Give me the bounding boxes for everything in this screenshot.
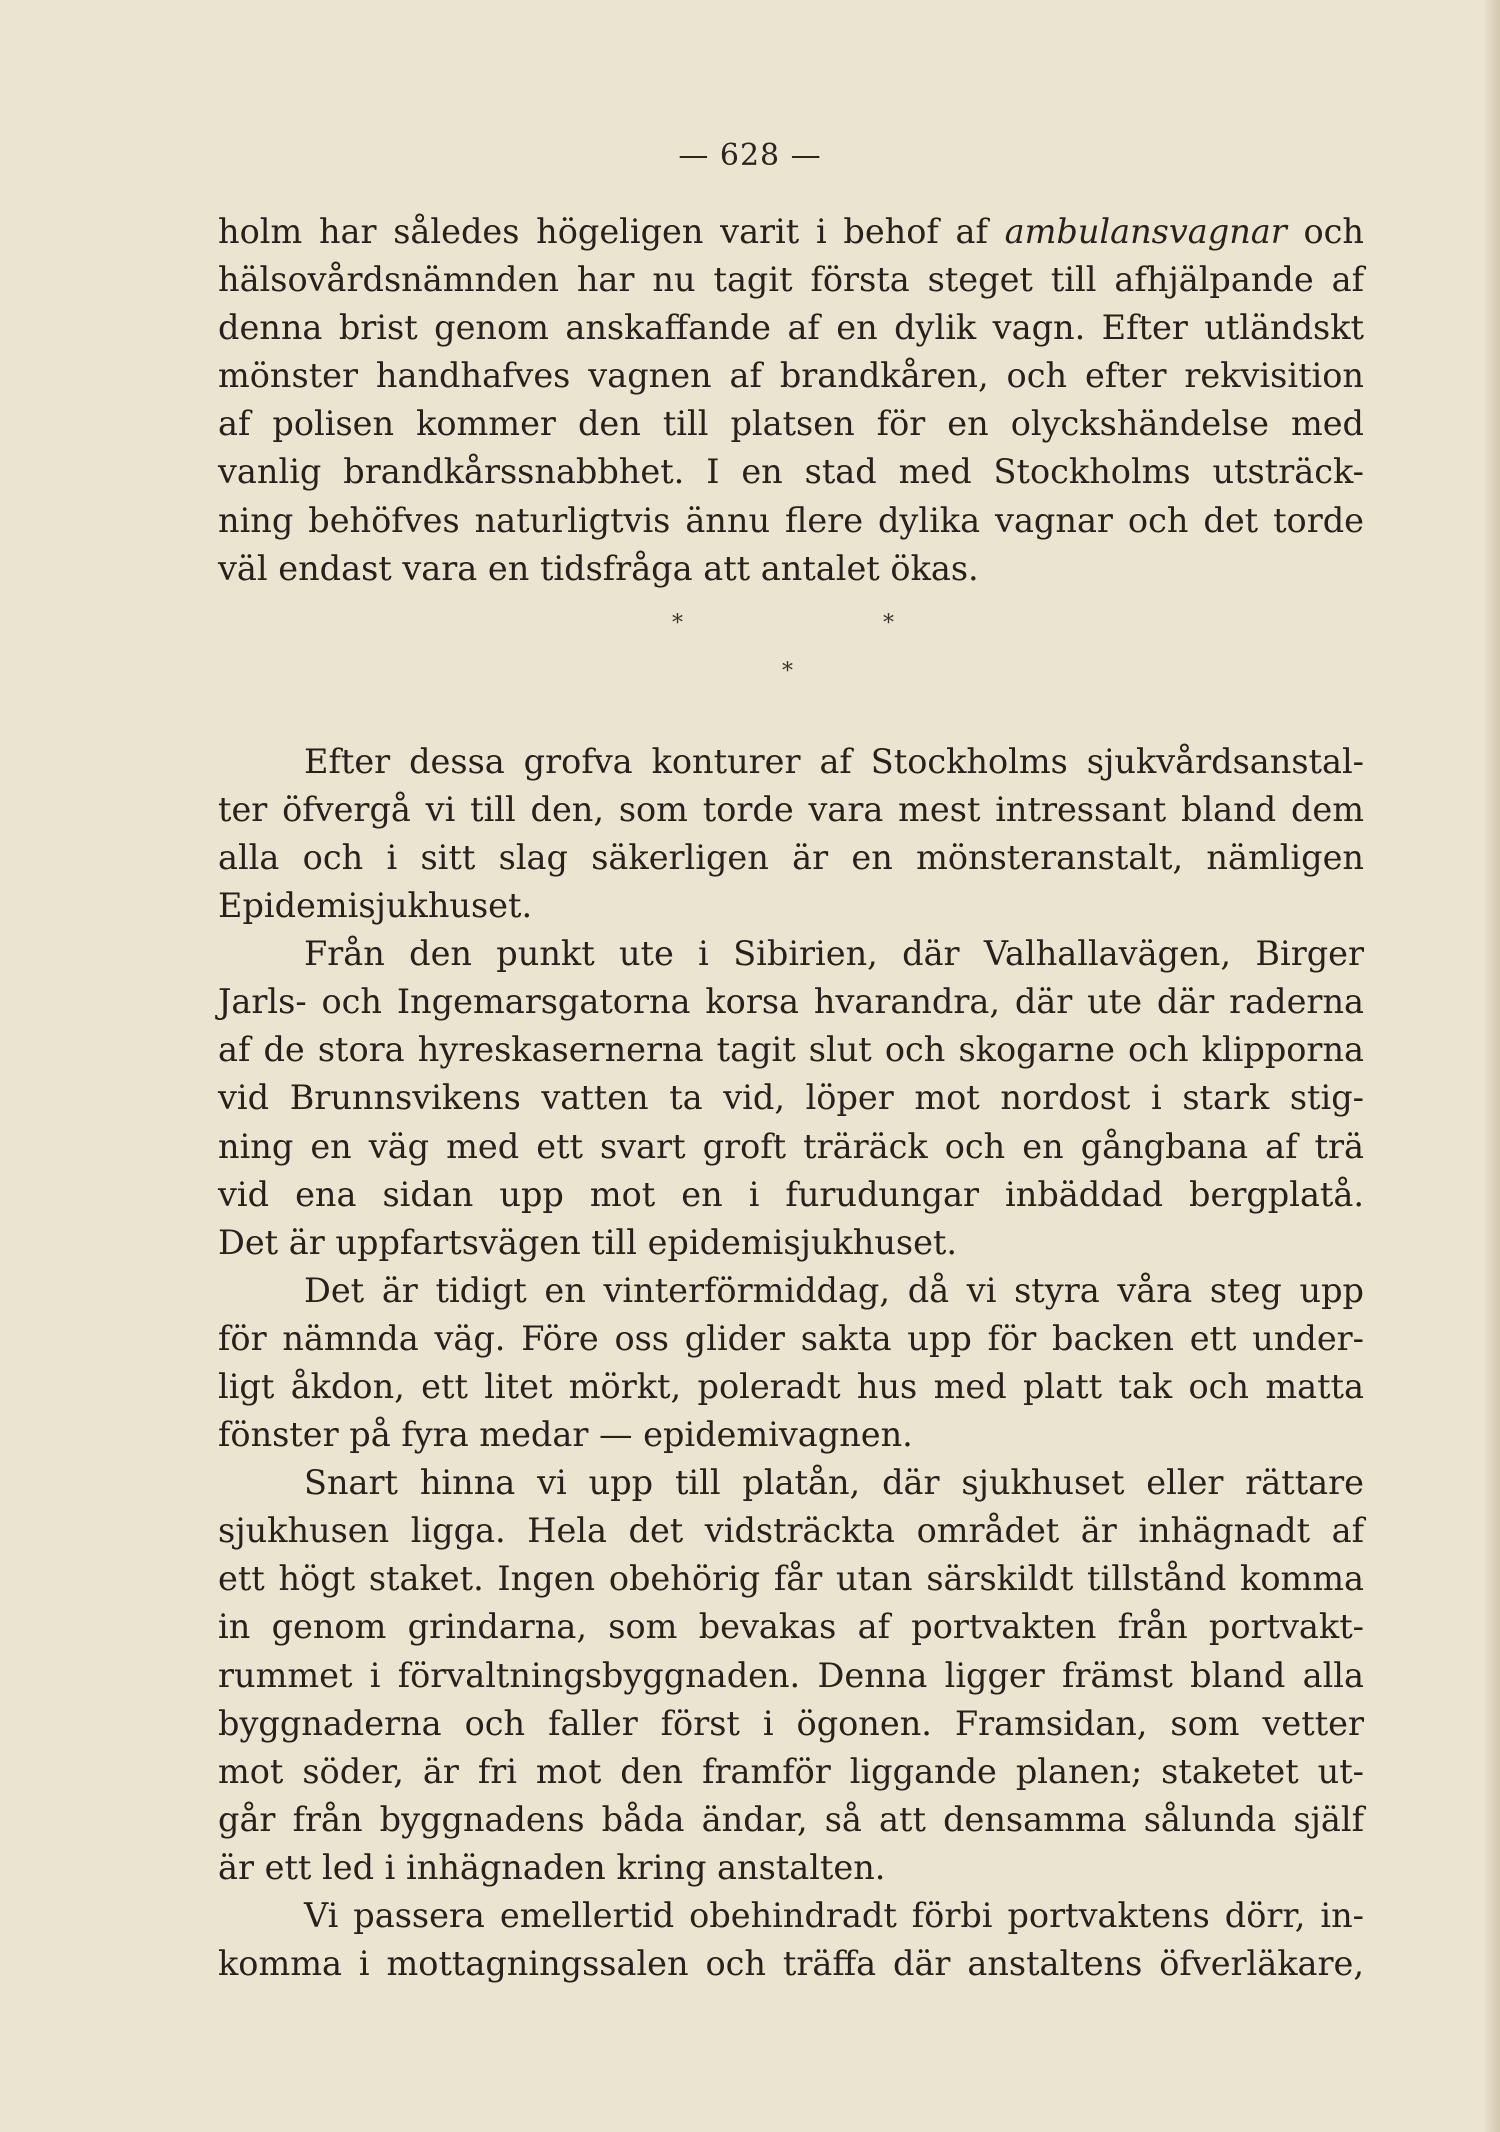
text-line: mönster handhafves vagnen af brandkåren, och efter rekvisition <box>218 356 1364 396</box>
paragraph-6 <box>218 1892 1364 1988</box>
text-line: vanlig brandkårssnabbhet. I en stad med Stockholms utsträck- <box>218 452 1364 492</box>
page-number: — 628 — <box>678 138 822 173</box>
text-line: ning behöfves naturligtvis ännu flere dylika vagnar och det torde <box>218 500 1364 540</box>
asterisk: * <box>672 610 683 636</box>
text-line: Vi passera emellertid obehindradt förbi portvaktens dörr, in- <box>304 1896 1364 1935</box>
italic-term: ambulansvagnar <box>1004 212 1287 251</box>
paragraph-3 <box>218 930 1364 1267</box>
paragraph-5 <box>218 1459 1364 1892</box>
text-line: byggnaderna och faller först i ögonen. Framsidan, som vetter <box>218 1703 1364 1743</box>
text-line: rummet i förvaltningsbyggnaden. Denna ligger främst bland alla <box>218 1655 1364 1695</box>
text-line: går från byggnadens båda ändar, så att densamma sålunda själf <box>218 1799 1364 1839</box>
text-line: af de stora hyreskasernerna tagit slut och skogarne och klipporna <box>218 1030 1364 1070</box>
text-span: och <box>1286 212 1364 251</box>
text-line: ning en väg med ett svart groft träräck och en gångbana af trä <box>218 1126 1364 1166</box>
text-line: Snart hinna vi upp till platån, där sjukhuset eller rättare <box>304 1463 1364 1503</box>
text-line: Det är tidigt en vinterförmiddag, då vi styra våra steg upp <box>304 1270 1364 1310</box>
text-line: mot söder, är fri mot den framför liggande planen; staketet ut- <box>218 1751 1364 1791</box>
text-line: Det är uppfartsvägen till epidemisjukhuset. <box>218 1222 958 1262</box>
text-line: vid ena sidan upp mot en i furudungar inbäddad bergplatå. <box>218 1174 1364 1214</box>
text-line: sjukhusen ligga. Hela det vidsträckta området är inhägnadt af <box>218 1511 1364 1551</box>
section-break-asterism <box>218 593 1364 738</box>
text-line: ett högt staket. Ingen obehörig får utan särskildt tillstånd komma <box>218 1559 1364 1599</box>
text-span: holm har således högeligen varit i behof af <box>218 212 1005 251</box>
text-line: Epidemisjukhuset. <box>218 886 533 926</box>
text-line: alla och i sitt slag säkerligen är en mönsteranstalt, nämligen <box>218 837 1364 877</box>
text-line: för nämnda väg. Före oss glider sakta upp för backen ett under- <box>218 1318 1364 1358</box>
text-line: Från den punkt ute i Sibirien, där Valhallavägen, Birger <box>304 934 1364 974</box>
paragraph-4 <box>218 1267 1364 1459</box>
text-line: fönster på fyra medar — epidemivagnen. <box>218 1415 913 1455</box>
text-line: väl endast vara en tidsfråga att antalet ökas. <box>218 548 979 588</box>
asterisk: * <box>782 658 793 684</box>
text-line: Efter dessa grofva konturer af Stockholms sjukvårdsanstal- <box>304 741 1364 781</box>
text-line <box>218 208 1364 256</box>
asterisk: * <box>883 610 894 636</box>
text-line: ligt åkdon, ett litet mörkt, poleradt hus med platt tak och matta <box>218 1366 1364 1406</box>
text-line: denna brist genom anskaffande af en dylik vagn. Efter utländskt <box>218 308 1364 348</box>
text-line: hälsovårdsnämnden har nu tagit första steget till afhjälpande af <box>218 260 1364 300</box>
page-edge-shadow <box>1482 0 1500 2132</box>
text-line: är ett led i inhägnaden kring anstalten. <box>218 1847 886 1887</box>
text-line: af polisen kommer den till platsen för en olyckshändelse med <box>218 404 1364 444</box>
text-line: ter öfvergå vi till den, som torde vara mest intressant bland dem <box>218 789 1364 829</box>
text-line: vid Brunnsvikens vatten ta vid, löper mot nordost i stark stig- <box>218 1078 1364 1118</box>
paragraph-1 <box>218 208 1364 593</box>
text-line: in genom grindarna, som bevakas af portvakten från portvakt- <box>218 1607 1364 1647</box>
body-text <box>218 208 1364 1988</box>
paragraph-2 <box>218 738 1364 930</box>
text-line: Jarls- och Ingemarsgatorna korsa hvarandra, där ute där raderna <box>218 982 1364 1022</box>
text-line: komma i mottagningssalen och träffa där anstaltens öfverläkare, <box>218 1944 1364 1984</box>
